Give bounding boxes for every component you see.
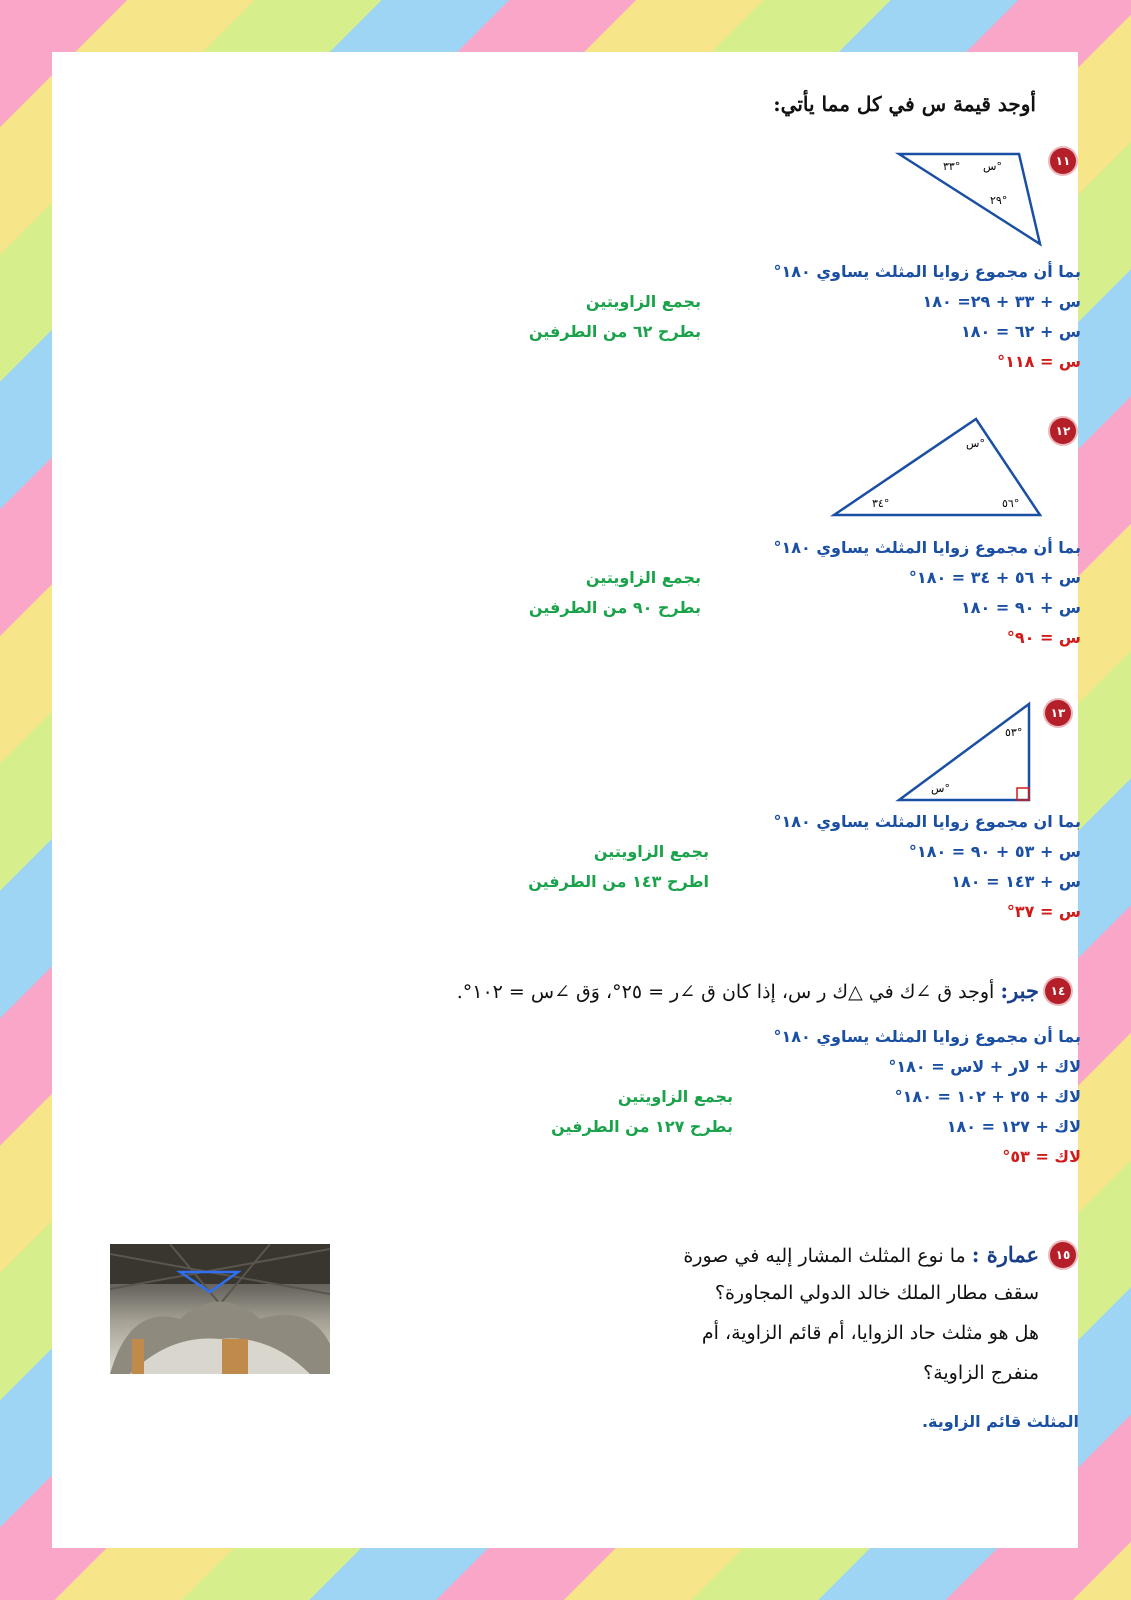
triangle-diagram-13 [895,700,1035,805]
solution-answer: المثلث قائم الزاوية. [921,1412,1079,1431]
solution-step: س + ٥٦ + ٣٤ = ١٨٠° [908,568,1081,587]
angle-label: س° [983,160,1002,173]
angle-label: ٥٣° [1005,726,1023,739]
angle-label: س° [931,782,950,795]
solution-step: لاك + ١٢٧ = ١٨٠ [946,1117,1081,1136]
problem-number-badge: ١٣ [1045,700,1071,726]
problem-number-badge: ١٤ [1045,978,1071,1004]
solution-answer: س = ١١٨° [997,352,1081,371]
solution-note: بجمع الزاويتين [585,568,701,587]
solution-step: لاك + لار + لاس = ١٨٠° [888,1057,1081,1076]
problem-question-line: هل هو مثلث حاد الزوايا، أم قائم الزاوية، أم [701,1322,1039,1344]
triangle-shape [899,154,1040,244]
ceiling-panel [110,1244,330,1284]
angle-label: س° [966,437,985,450]
solution-step: س + ٣٣ + ٢٩= ١٨٠ [922,292,1081,311]
problem-keyword: جبر: [1000,978,1039,1003]
solution-note: بطرح ٦٢ من الطرفين [528,322,701,341]
solution-step: بما أن مجموع زوايا المثلث يساوي ١٨٠° [773,1027,1081,1046]
solution-note: اطرح ١٤٣ من الطرفين [528,872,709,891]
solution-step: بما ان مجموع زوايا المثلث يساوي ١٨٠° [773,812,1081,831]
triangle-shape [899,704,1029,800]
solution-step: س + ١٤٣ = ١٨٠ [951,872,1081,891]
solution-answer: س = ٩٠° [1006,628,1081,647]
solution-note: بطرح ١٢٧ من الطرفين [551,1117,733,1136]
problem-number-badge: ١٥ [1050,1242,1076,1268]
solution-step: بما أن مجموع زوايا المثلث يساوي ١٨٠° [773,538,1081,557]
solution-note: بجمع الزاويتين [617,1087,733,1106]
solution-note: بجمع الزاويتين [585,292,701,311]
triangle-diagram-11 [895,148,1045,248]
angle-label: ٢٩° [990,194,1008,207]
solution-step: س + ٦٢ = ١٨٠ [961,322,1081,341]
solution-step: لاك + ٢٥ + ١٠٢ = ١٨٠° [894,1087,1081,1106]
problem-question [457,978,1039,1003]
problem-question-line: منفرج الزاوية؟ [923,1362,1039,1384]
airport-ceiling-illustration [110,1244,330,1374]
problem-question-line [683,1242,1039,1267]
solution-answer: س = ٣٧° [1006,902,1081,921]
angle-label: ٥٦° [1002,497,1020,510]
solution-step: س + ٩٠ = ١٨٠ [961,598,1081,617]
question-text: ما نوع المثلث المشار إليه في صورة [683,1245,966,1267]
solution-note: بطرح ٩٠ من الطرفين [528,598,701,617]
solution-step: بما أن مجموع زوايا المثلث يساوي ١٨٠° [773,262,1081,281]
pillar [222,1339,248,1374]
triangle-diagram-12 [830,415,1045,520]
problem-number-badge: ١٢ [1050,418,1076,444]
problem-question-line: سقف مطار الملك خالد الدولي المجاورة؟ [714,1282,1039,1304]
airport-ceiling-photo [110,1244,330,1374]
right-angle-marker [1017,788,1029,800]
pillar [132,1339,144,1374]
solution-note: بجمع الزاويتين [593,842,709,861]
solution-answer: لاك = ٥٣° [1002,1147,1081,1166]
angle-label: ٣٤° [872,497,890,510]
problem-keyword: عمارة : [971,1242,1039,1267]
angle-label: ٣٣° [943,160,961,173]
question-text: أوجد ق ∠ك في △ك ر س، إذا كان ق ∠ر = ٢٥°، وَق ∠س = ١٠٢°. [456,981,995,1003]
solution-step: س + ٥٣ + ٩٠ = ١٨٠° [908,842,1081,861]
problem-number-badge: ١١ [1050,148,1076,174]
instruction-heading: أوجد قيمة س في كل مما يأتي: [773,92,1036,116]
